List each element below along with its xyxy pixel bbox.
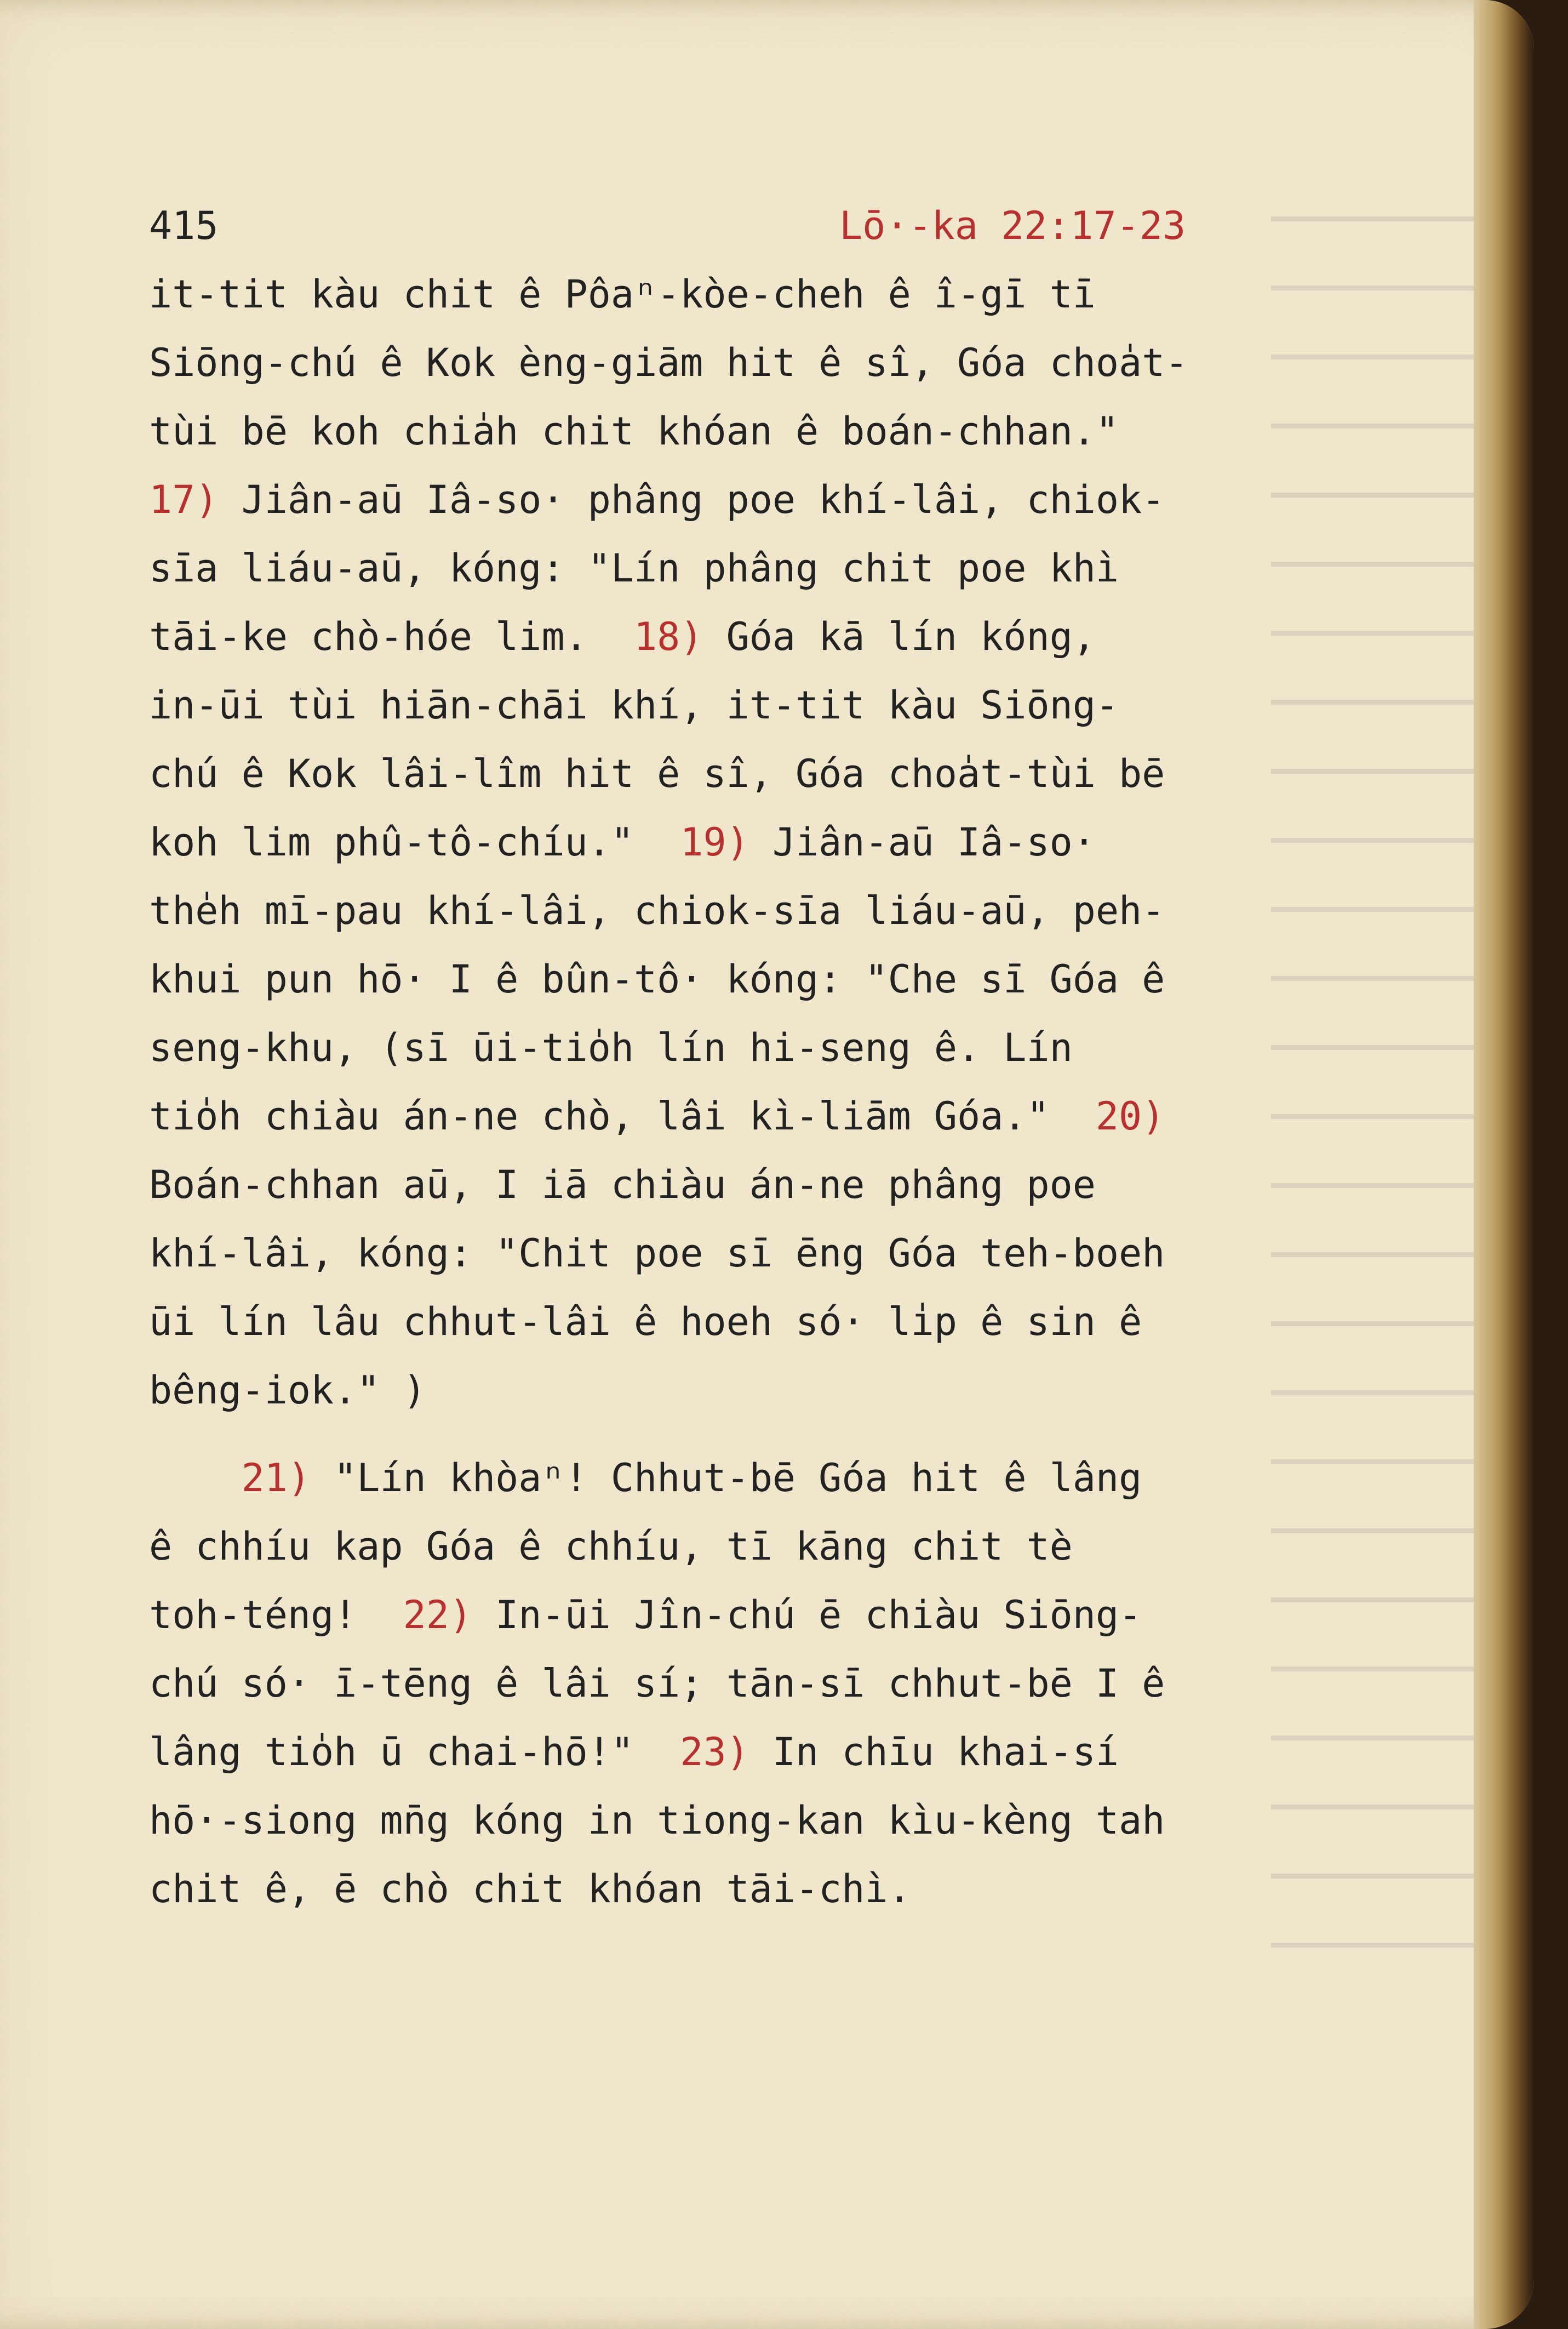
line-text: Siōng-chú ê Kok èng-giām hit ê sî, Góa choa̍t- xyxy=(149,340,1188,385)
line-text: bêng-iok." ) xyxy=(149,1368,426,1413)
line-text: ūi lín lâu chhut-lâi ê hoeh só· li̍p ê sin ê xyxy=(149,1299,1142,1344)
text-line xyxy=(149,534,1420,603)
text-line xyxy=(149,1219,1420,1288)
text-line xyxy=(149,329,1420,397)
text-line xyxy=(149,671,1420,740)
line-text: tùi bē koh chia̍h chit khóan ê boán-chhan." xyxy=(149,409,1119,454)
line-text: ê chhíu kap Góa ê chhíu, tī kāng chit tè xyxy=(149,1524,1073,1569)
line-text: In chīu khai-sí xyxy=(749,1729,1119,1774)
text-line xyxy=(149,1288,1420,1356)
line-text: chú só· ī-tēng ê lâi sí; tān-sī chhut-bē I ê xyxy=(149,1661,1165,1706)
text-line xyxy=(149,1855,1420,1923)
line-text: Boán-chhan aū, I iā chiàu án-ne phâng poe xyxy=(149,1162,1096,1207)
line-text: In-ūi Jîn-chú ē chiàu Siōng- xyxy=(472,1592,1142,1637)
text-line xyxy=(149,808,1420,877)
text-line xyxy=(149,1082,1420,1151)
text-line xyxy=(149,1512,1420,1581)
text-line xyxy=(149,1786,1420,1855)
line-text: tio̍h chiàu án-ne chò, lâi kì-liām Góa." xyxy=(149,1094,1096,1139)
text-line xyxy=(149,945,1420,1014)
page-header xyxy=(149,192,1420,260)
verse-number: 23) xyxy=(680,1729,749,1774)
page-edge xyxy=(1474,0,1534,2329)
line-text: Góa kā lín kóng, xyxy=(703,614,1096,659)
line-text: Jiân-aū Iâ-so· phâng poe khí-lâi, chiok- xyxy=(218,477,1165,522)
paragraph-gap xyxy=(149,1425,1420,1444)
running-head: Lō·-ka 22:17-23 xyxy=(839,203,1186,248)
text-line xyxy=(149,1356,1420,1425)
line-text: koh lim phû-tô-chíu." xyxy=(149,820,680,865)
text-line xyxy=(149,1151,1420,1219)
text-line xyxy=(149,397,1420,466)
text-line xyxy=(149,1718,1420,1786)
line-text: khui pun hō· I ê bûn-tô· kóng: "Che sī Góa ê xyxy=(149,957,1165,1002)
text-line xyxy=(149,603,1420,671)
text-line xyxy=(149,466,1420,534)
verse-number: 20) xyxy=(1095,1094,1165,1139)
text-line xyxy=(149,260,1420,329)
line-text: chit ê, ē chò chit khóan tāi-chì. xyxy=(149,1866,911,1911)
line-text: sīa liáu-aū, kóng: "Lín phâng chit poe khì xyxy=(149,546,1119,591)
line-text: the̍h mī-pau khí-lâi, chiok-sīa liáu-aū, peh- xyxy=(149,888,1165,933)
line-text: chú ê Kok lâi-lîm hit ê sî, Góa choa̍t-tùi bē xyxy=(149,751,1165,796)
line-text: khí-lâi, kóng: "Chit poe sī ēng Góa teh-boeh xyxy=(149,1231,1165,1276)
line-text: seng-khu, (sī ūi-tio̍h lín hi-seng ê. Lín xyxy=(149,1025,1073,1070)
text-line xyxy=(149,740,1420,808)
verse-number: 17) xyxy=(149,477,219,522)
text-line xyxy=(149,1649,1420,1718)
line-text: Jiân-aū Iâ-so· xyxy=(749,820,1096,865)
line-text: toh-téng! xyxy=(149,1592,403,1637)
line-text: it-tit kàu chit ê Pôaⁿ-kòe-cheh ê î-gī tī xyxy=(149,272,1096,317)
verse-number: 21) xyxy=(241,1455,311,1500)
line-text: tāi-ke chò-hóe lim. xyxy=(149,614,634,659)
line-text: lâng tio̍h ū chai-hō!" xyxy=(149,1729,680,1774)
verse-number: 18) xyxy=(634,614,703,659)
verse-number: 19) xyxy=(680,820,749,865)
body-text xyxy=(149,260,1420,1923)
verse-number: 22) xyxy=(403,1592,473,1637)
line-text: in-ūi tùi hiān-chāi khí, it-tit kàu Siōng- xyxy=(149,683,1119,728)
line-text: "Lín khòaⁿ! Chhut-bē Góa hit ê lâng xyxy=(311,1455,1142,1500)
text-line xyxy=(149,1444,1420,1512)
page-text xyxy=(149,192,1420,1923)
text-line xyxy=(149,877,1420,945)
line-text xyxy=(149,1455,242,1500)
text-line xyxy=(149,1581,1420,1649)
page-number: 415 xyxy=(149,203,219,248)
text-line xyxy=(149,1014,1420,1082)
line-text: hō·-siong mn̄g kóng in tiong-kan kìu-kèng tah xyxy=(149,1798,1165,1843)
